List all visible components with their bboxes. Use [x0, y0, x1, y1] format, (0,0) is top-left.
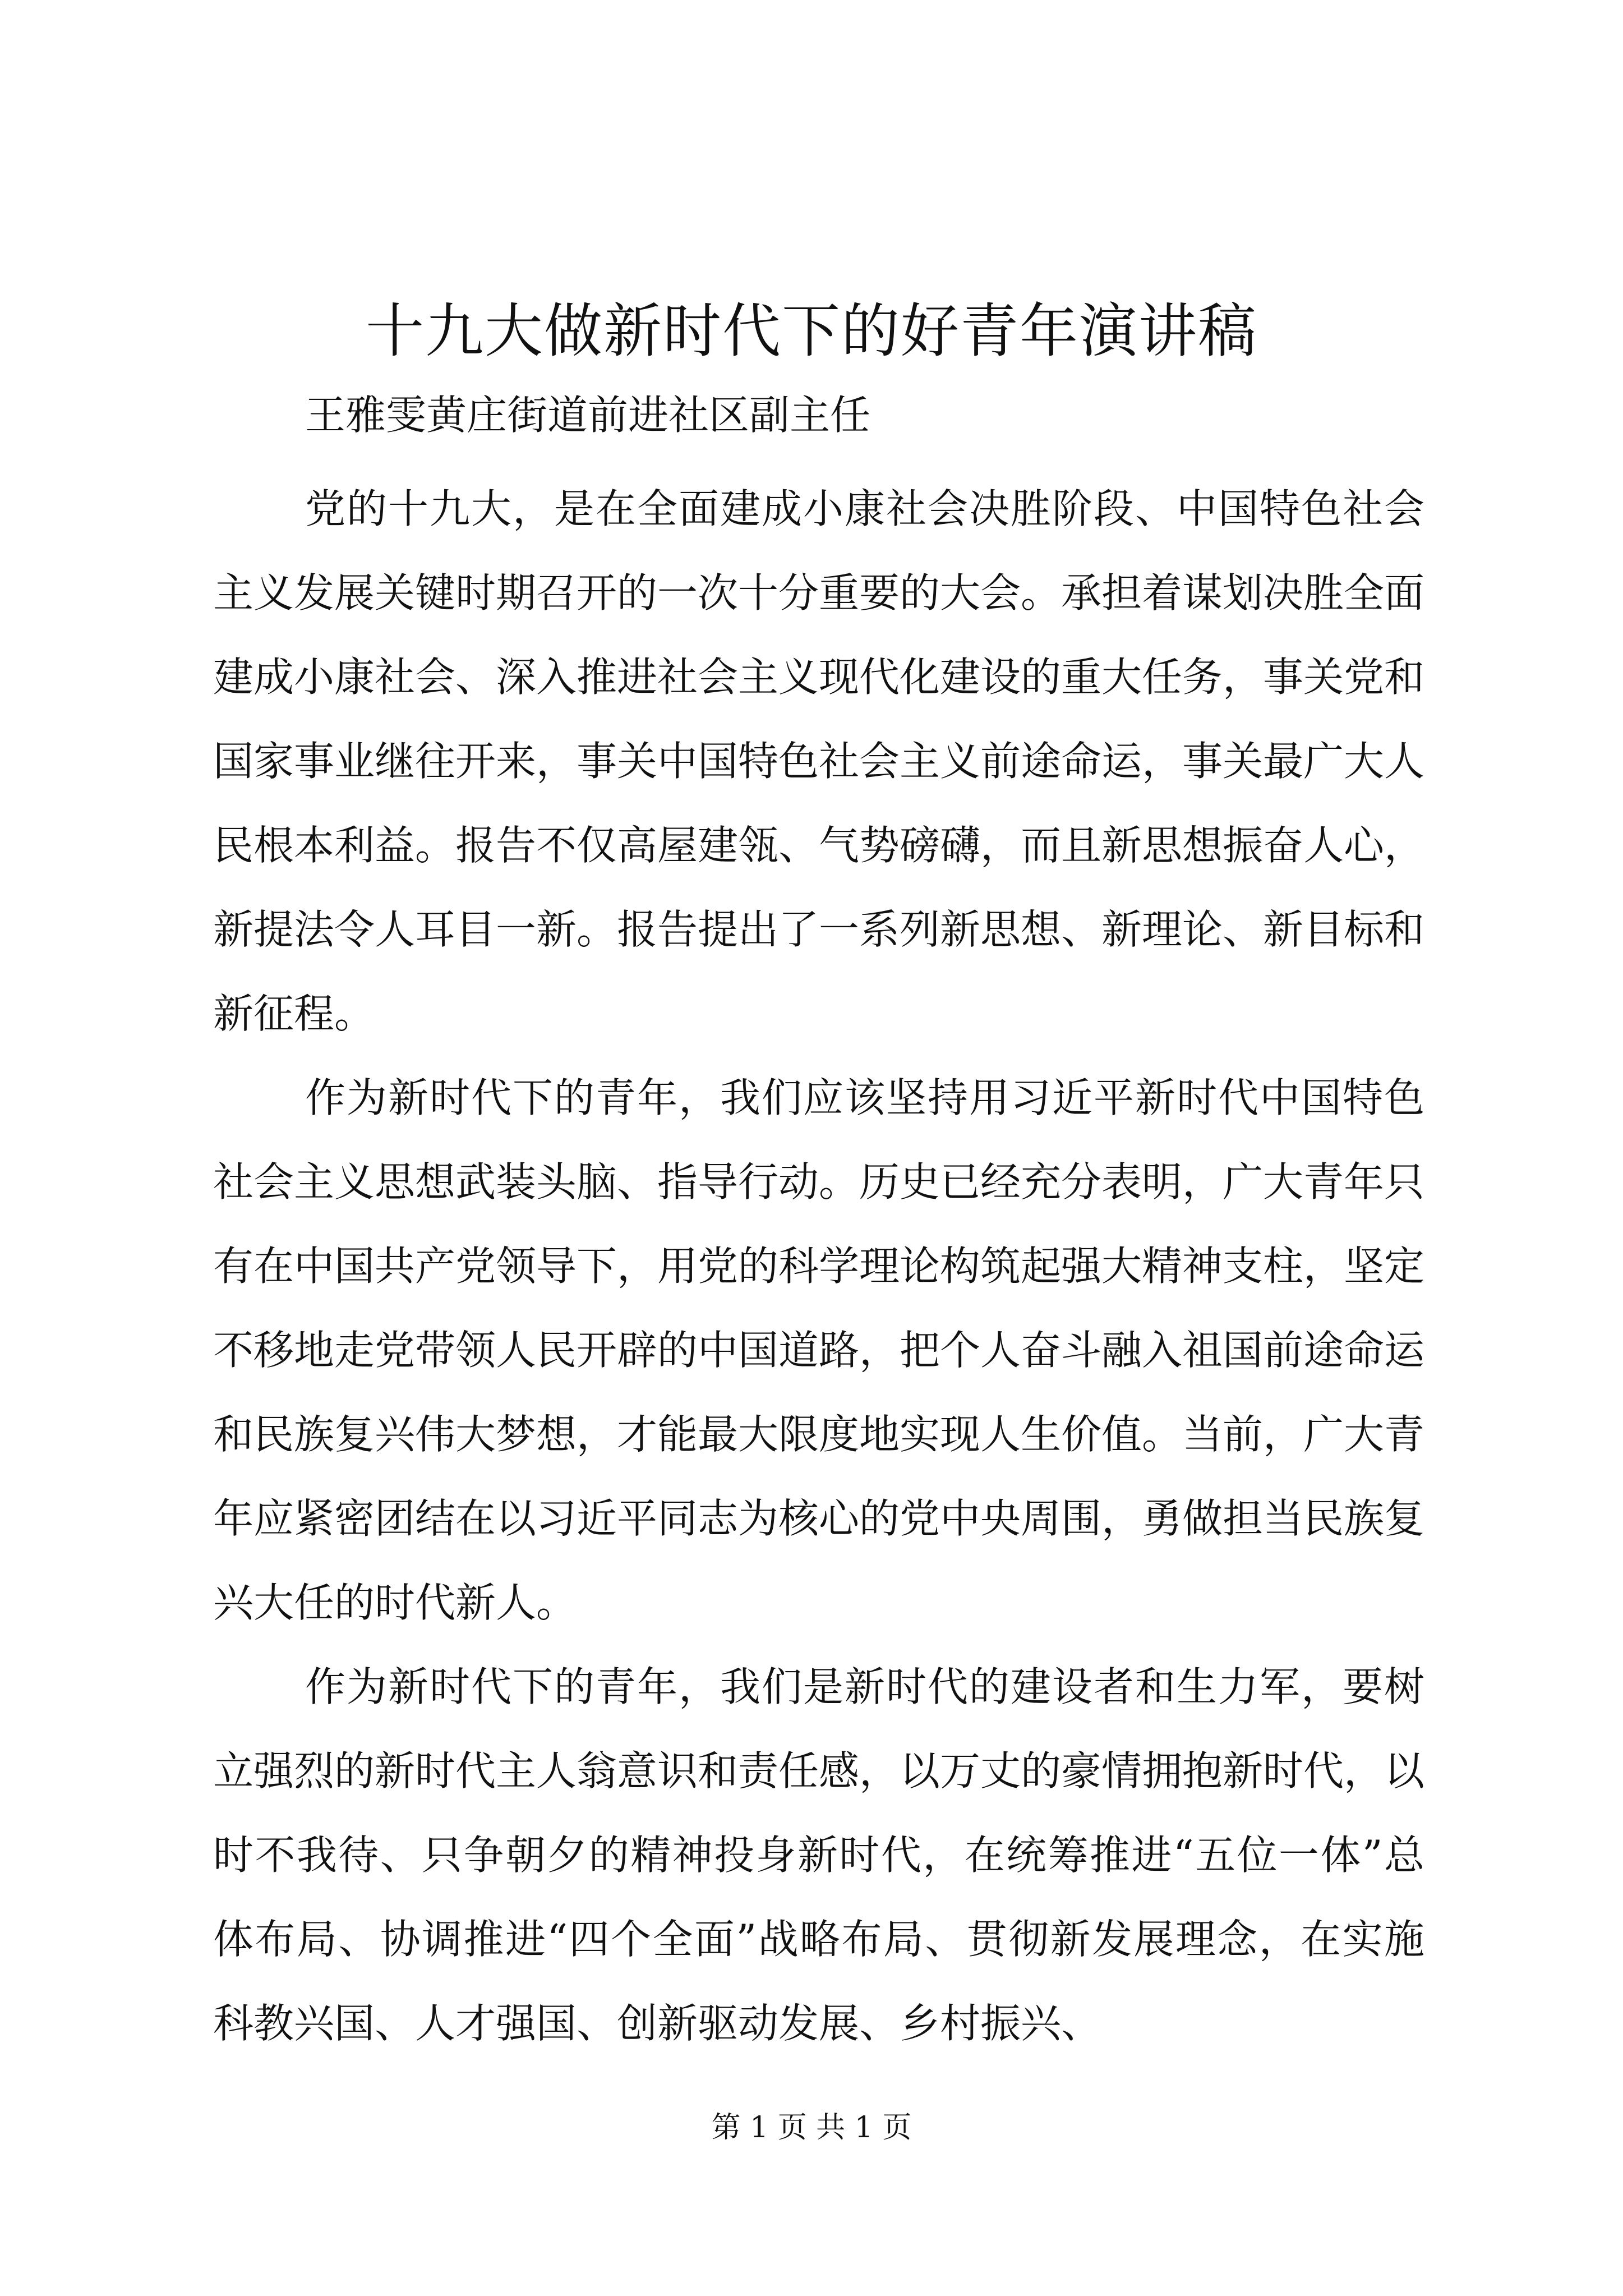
page-footer: 第 1 页 共 1 页	[711, 2111, 912, 2145]
paragraph-3: 作为新时代下的青年，我们是新时代的建设者和生力军，要树立强烈的新时代主人翁意识和责任感，以万丈的豪情拥抱新时代，以时不我待、只争朝夕的精神投身新时代，在统筹推进“五位一体”总体布局、协调推进“四个全面”战略布局、贯彻新发展理念，在实施科教兴国、人才强国、创新驱动发展、乡村振兴、	[213, 1663, 1425, 2047]
paragraph-2: 作为新时代下的青年，我们应该坚持用习近平新时代中国特色社会主义思想武装头脑、指导行动。历史已经充分表明，广大青年只有在中国共产党领导下，用党的科学理论构筑起强大精神支柱，坚定不移地走党带领人民开辟的中国道路，把个人奋斗融入祖国前途命运和民族复兴伟大梦想，才能最大限度地实现人生价值。当前，广大青年应紧密团结在以习近平同志为核心的党中央周围，勇做担当民族复兴大任的时代新人。	[213, 1074, 1425, 1626]
document-body	[213, 467, 1424, 2065]
document-title: 十九大做新时代下的好青年演讲稿	[365, 297, 1257, 365]
author-line: 王雅雯黄庄街道前进社区副主任	[305, 392, 871, 439]
paragraph-1: 党的十九大，是在全面建成小康社会决胜阶段、中国特色社会主义发展关键时期召开的一次十分重要的大会。承担着谋划决胜全面建成小康社会、深入推进社会主义现代化建设的重大任务，事关党和国家事业继往开来，事关中国特色社会主义前途命运，事关最广大人民根本利益。报告不仅高屋建瓴、气势磅礴，而且新思想振奋人心，新提法令人耳目一新。报告提出了一系列新思想、新理论、新目标和新征程。	[213, 485, 1425, 1037]
